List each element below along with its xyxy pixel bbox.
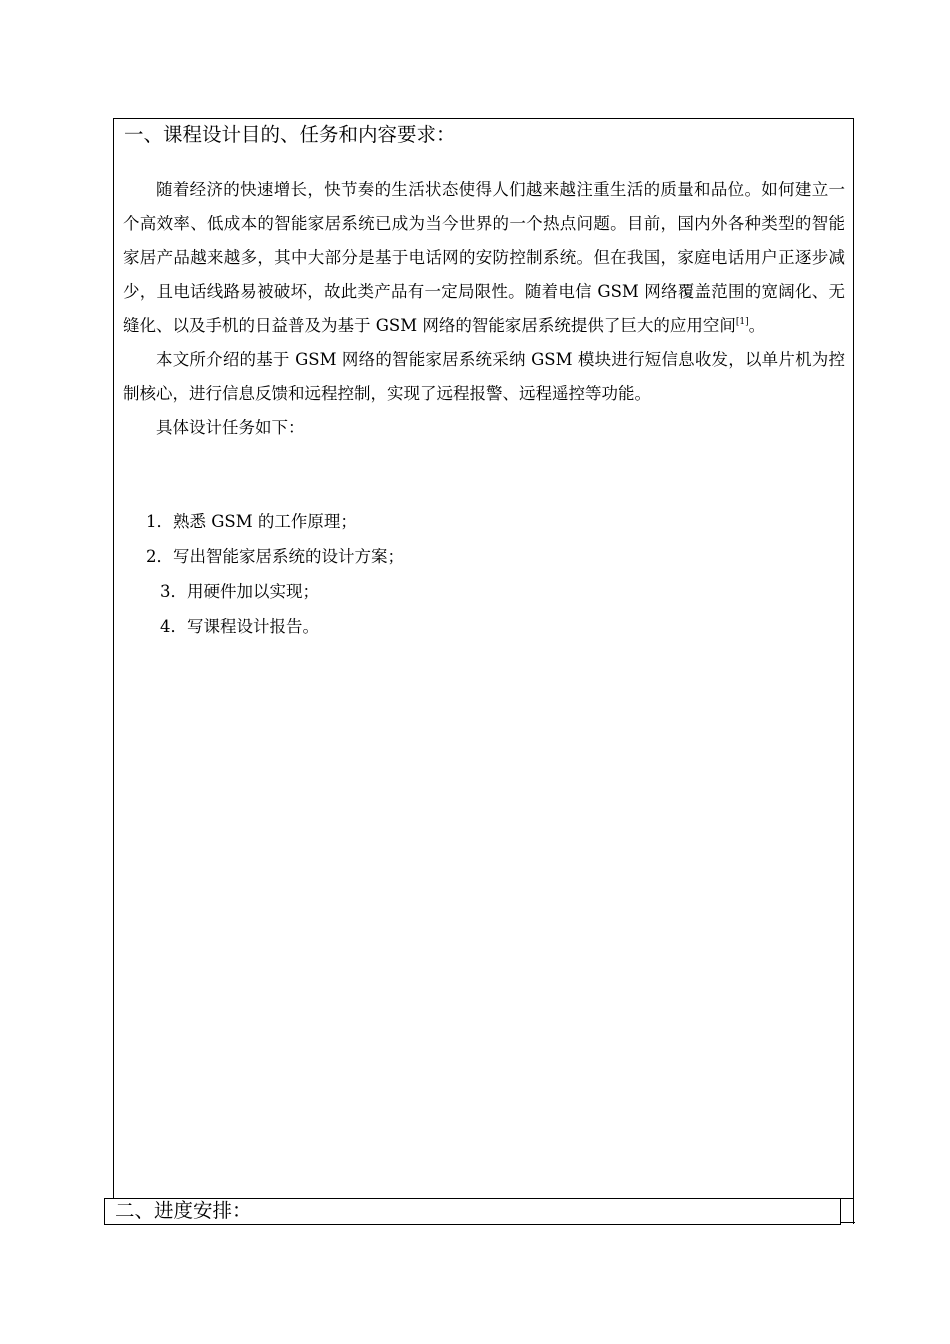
- section-1-box: [113, 118, 854, 1199]
- task-item-4: 4．写课程设计报告。: [160, 617, 319, 636]
- section-2-heading: 二、进度安排：: [115, 1199, 252, 1222]
- task-item-3: 3．用硬件加以实现；: [160, 582, 319, 601]
- paragraph-background-end: 。: [748, 316, 766, 335]
- table-border-fragment-horizontal: [840, 1222, 855, 1223]
- paragraph-introduction: 本文所介绍的基于 GSM 网络的智能家居系统采纳 GSM 模块进行短信息收发，以单片机为控制核心，进行信息反馈和远程控制，实现了远程报警、远程遥控等功能。: [123, 350, 845, 403]
- section-1-body: [123, 173, 845, 445]
- paragraph-background: [123, 173, 845, 343]
- table-border-fragment-vertical: [853, 1198, 854, 1224]
- tasks-intro: 具体设计任务如下：: [156, 418, 305, 437]
- paragraph-background-text: 随着经济的快速增长，快节奏的生活状态使得人们越来越注重生活的质量和品位。如何建立一个高效率、低成本的智能家居系统已成为当今世界的一个热点问题。目前，国内外各种类型的智能家居产品越来越多，其中大部分是基于电话网的安防控制系统。但在我国，家庭电话用户正逐步减少，且电话线路易被破坏，故此类产品有一定局限性。随着电信 GSM 网络覆盖范围的宽阔化、无缝化、以及手机的日益普及为基于 GSM 网络的智能家居系统提供了巨大的应用空间: [123, 180, 845, 335]
- task-item-2: 2．写出智能家居系统的设计方案；: [146, 547, 404, 566]
- section-2-box: [104, 1198, 841, 1225]
- citation-ref: [1]: [735, 317, 749, 327]
- section-1-heading: 一、课程设计目的、任务和内容要求：: [124, 123, 456, 146]
- task-item-1: 1．熟悉 GSM 的工作原理；: [146, 512, 357, 531]
